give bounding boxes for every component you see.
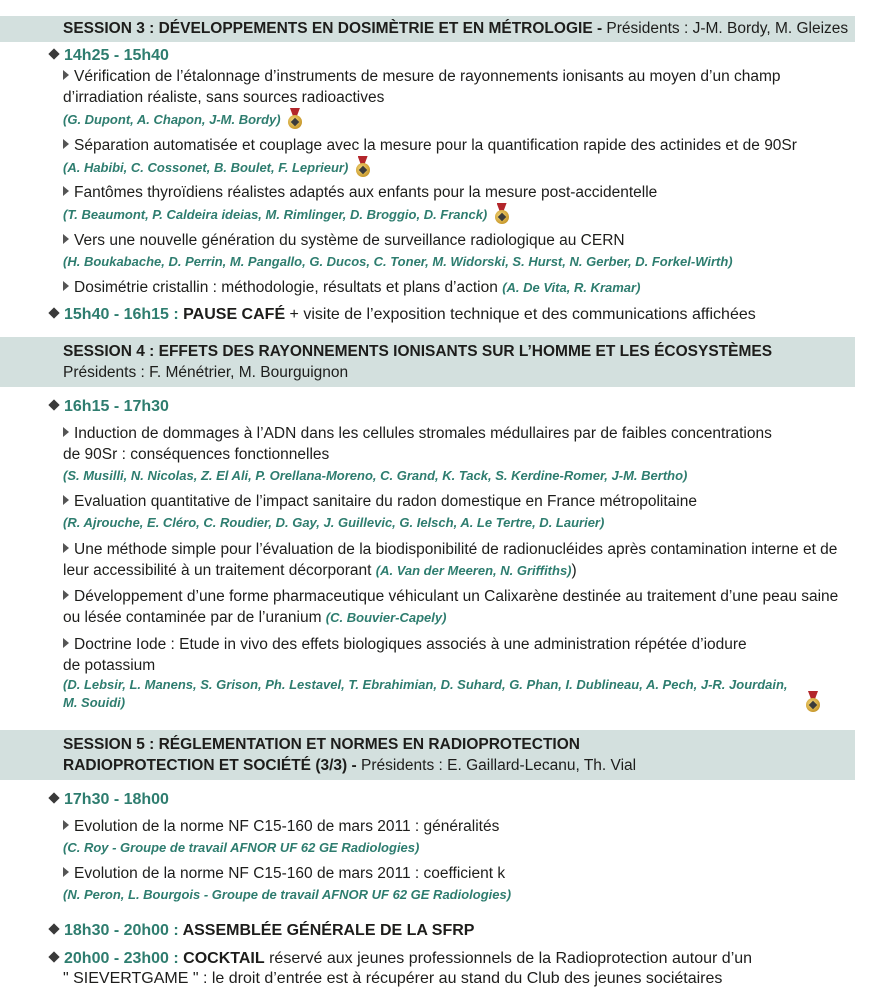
talk-item: Développement d’une forme pharmaceutique véhiculant un Calixarène destinée au traitement d’une peau saine ou lésée contaminée par de l’uranium (C. Bouvier-Capely) <box>63 588 839 626</box>
session-5-title-1: SESSION 5 : RÉGLEMENTATION ET NORMES EN RADIOPROTECTION <box>63 736 580 753</box>
medal-icon <box>287 108 303 130</box>
arrow-bullet-icon <box>63 495 69 505</box>
arrow-bullet-icon <box>63 638 69 648</box>
bullet-diamond-icon <box>48 792 59 803</box>
arrow-bullet-icon <box>63 139 69 149</box>
talk-authors: (N. Peron, L. Bourgois - Groupe de travail AFNOR UF 62 GE Radiologies) <box>63 887 512 902</box>
medal-icon <box>494 203 510 225</box>
talk-authors: (H. Boukabache, D. Perrin, M. Pangallo, G. Ducos, C. Toner, M. Widorski, S. Hurst, N. Gerber, D. Forkel-Wirth) <box>63 254 733 269</box>
medal-icon <box>805 691 821 713</box>
medal-icon <box>355 156 371 178</box>
talk-authors: (A. Habibi, C. Cossonet, B. Boulet, F. Leprieur) <box>63 160 349 175</box>
arrow-bullet-icon <box>63 281 69 291</box>
talk-item: Vérification de l’étalonnage d’instruments de mesure de rayonnements ionisants au moyen d’un champ d’irradiation réaliste, sans sources radioactives (G. Dupont, A. Chapon, J-M. Bordy) <box>63 66 853 130</box>
arrow-bullet-icon <box>63 543 69 553</box>
talk-item: Dosimétrie cristallin : méthodologie, résultats et plans d’action (A. De Vita, R. Kramar) <box>63 277 853 298</box>
bullet-diamond-icon <box>48 48 59 59</box>
session-5-title-2: RADIOPROTECTION ET SOCIÉTÉ (3/3) - <box>63 757 357 774</box>
talk-item: Doctrine Iode : Etude in vivo des effets biologiques associés à une administration répétée d’iodure de potassium (D. Lebsir, L. Manens, S. Grison, Ph. Lestavel, T. Ebrahimian, D. Suhard, G. Phan, I. Dublineau, A. Pech, J-R. Jourdain, M. Souidi) <box>63 634 853 713</box>
pause-slot: 15h40 - 16h15 : PAUSE CAFÉ + visite de l’exposition technique et des communications affichées <box>50 305 756 325</box>
session-5-slot: 17h30 - 18h00 <box>50 790 169 810</box>
talk-authors: (C. Bouvier-Capely) <box>325 610 447 625</box>
session-3-title: SESSION 3 : DÉVELOPPEMENTS EN DOSIMÈTRIE ET EN MÉTROLOGIE - <box>63 20 603 37</box>
bullet-diamond-icon <box>48 923 59 934</box>
session-3-presidents: Présidents : J-M. Bordy, M. Gleizes <box>602 20 849 37</box>
session-4-header <box>0 337 855 387</box>
arrow-bullet-icon <box>63 186 69 196</box>
bullet-diamond-icon <box>48 399 59 410</box>
arrow-bullet-icon <box>63 234 69 244</box>
arrow-bullet-icon <box>63 427 69 437</box>
cocktail-slot: 20h00 - 23h00 : COCKTAIL réservé aux jeunes professionnels de la Radioprotection autour d’un " SIEVERTGAME " : le droit d’entrée est à récupérer au stand du Club des jeunes sociétaires <box>50 949 855 989</box>
session-5-header <box>0 730 855 780</box>
talk-authors: (G. Dupont, A. Chapon, J-M. Bordy) <box>63 112 281 127</box>
talk-item: Vers une nouvelle génération du système de surveillance radiologique au CERN (H. Boukabache, D. Perrin, M. Pangallo, G. Ducos, C. Toner, M. Widorski, S. Hurst, N. Gerber, D. Forkel-Wirth) <box>63 232 733 269</box>
talk-authors: (R. Ajrouche, E. Cléro, C. Roudier, D. Gay, J. Guillevic, G. Ielsch, A. Le Tertre, D. Laurier) <box>63 515 605 530</box>
arrow-bullet-icon <box>63 867 69 877</box>
arrow-bullet-icon <box>63 70 69 80</box>
talk-item: Evolution de la norme NF C15-160 de mars 2011 : généralités (C. Roy - Groupe de travail AFNOR UF 62 GE Radiologies) <box>63 818 500 855</box>
session-4-slot: 16h15 - 17h30 <box>50 397 169 417</box>
session-5-presidents: Présidents : E. Gaillard-Lecanu, Th. Vial <box>356 757 637 774</box>
bullet-diamond-icon <box>48 951 59 962</box>
session-3-header <box>0 16 855 42</box>
talk-authors: (A. Van der Meeren, N. Griffiths) <box>375 563 572 578</box>
bullet-diamond-icon <box>48 307 59 318</box>
talk-item: Fantômes thyroïdiens réalistes adaptés aux enfants pour la mesure post-accidentelle (T. Beaumont, P. Caldeira ideias, M. Rimlinger, D. Broggio, D. Franck) <box>63 182 853 225</box>
talk-item: Séparation automatisée et couplage avec la mesure pour la quantification rapide des actinides et de 90Sr (A. Habibi, C. Cossonet, B. Boulet, F. Leprieur) <box>63 135 853 178</box>
session-3-slot: 14h25 - 15h40 <box>50 46 169 66</box>
session-4-title: SESSION 4 : EFFETS DES RAYONNEMENTS IONISANTS SUR L’HOMME ET LES ÉCOSYSTÈMES <box>63 343 773 360</box>
talk-authors: (A. De Vita, R. Kramar) <box>502 280 641 295</box>
talk-item: Evolution de la norme NF C15-160 de mars 2011 : coefficient k (N. Peron, L. Bourgois - Groupe de travail AFNOR UF 62 GE Radiologies) <box>63 865 512 902</box>
arrow-bullet-icon <box>63 590 69 600</box>
assembly-slot: 18h30 - 20h00 : ASSEMBLÉE GÉNÉRALE DE LA SFRP <box>50 921 474 941</box>
talk-authors: (D. Lebsir, L. Manens, S. Grison, Ph. Lestavel, T. Ebrahimian, D. Suhard, G. Phan, I. Dublineau, A. Pech, J-R. Jourdain, M. Souidi) <box>63 677 788 710</box>
session-4-presidents: Présidents : F. Ménétrier, M. Bourguignon <box>63 364 349 381</box>
talk-item: Evaluation quantitative de l’impact sanitaire du radon domestique en France métropolitaine (R. Ajrouche, E. Cléro, C. Roudier, D. Gay, J. Guillevic, G. Ielsch, A. Le Tertre, D. Laurier) <box>63 493 697 530</box>
talk-item: Une méthode simple pour l’évaluation de la biodisponibilité de radionucléides après contamination interne et de leur accessibilité à un traitement décorporant (A. Van der Meeren, N. Griffiths)) <box>63 541 838 579</box>
talk-item: Induction de dommages à l’ADN dans les cellules stromales médullaires par de faibles concentrations de 90Sr : conséquences fonctionnelles (S. Musilli, N. Nicolas, Z. El Ali, P. Orellana-Moreno, C. Grand, K. Tack, S. Kerdine-Romer, J-M. Bertho) <box>63 425 772 483</box>
talk-authors: (S. Musilli, N. Nicolas, Z. El Ali, P. Orellana-Moreno, C. Grand, K. Tack, S. Kerdine-Romer, J-M. Bertho) <box>63 468 688 483</box>
talk-authors: (C. Roy - Groupe de travail AFNOR UF 62 GE Radiologies) <box>63 840 420 855</box>
talk-authors: (T. Beaumont, P. Caldeira ideias, M. Rimlinger, D. Broggio, D. Franck) <box>63 207 488 222</box>
arrow-bullet-icon <box>63 820 69 830</box>
